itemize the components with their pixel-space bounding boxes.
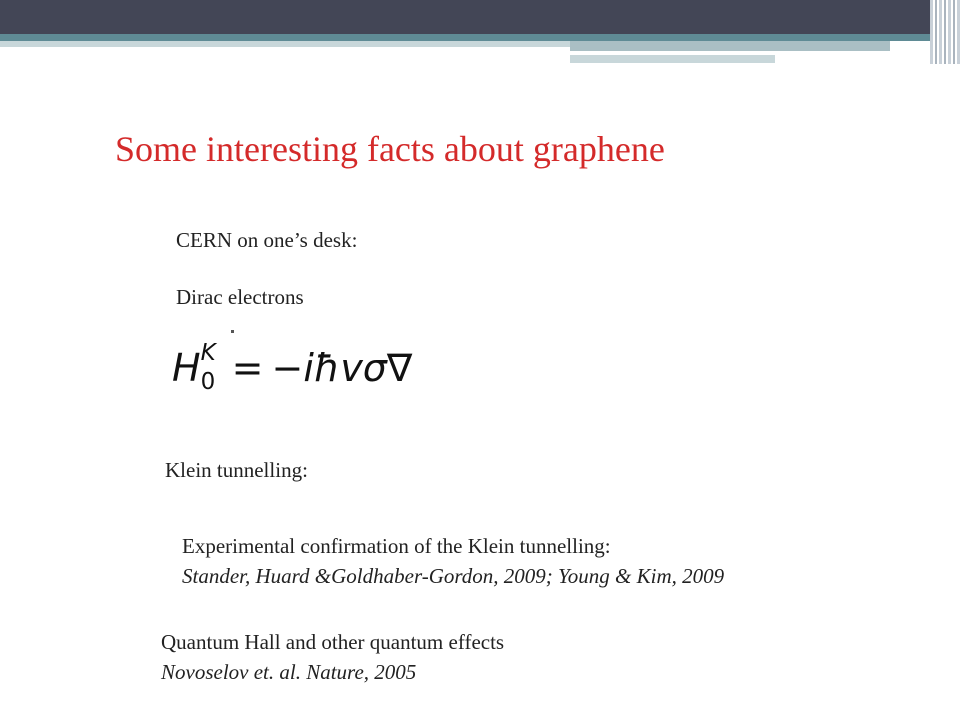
formula-subscript: 0 [200,369,216,395]
slide-title: Some interesting facts about graphene [115,129,665,169]
formula-rhs: −iħvσ∇ [271,346,413,390]
accent-line-step [570,41,890,51]
dirac-hamiltonian-formula [172,342,412,394]
experimental-line: Experimental confirmation of the Klein tunnelling: [182,534,611,558]
dirac-line: Dirac electrons [176,285,304,309]
accent-line-step-lower [570,55,775,63]
accent-line-light [0,41,570,47]
quantum-line: Quantum Hall and other quantum effects [161,630,505,654]
top-banner [0,0,960,34]
corner-stripes [930,0,960,64]
formula-lhs: H [172,346,201,390]
experimental-reference: Stander, Huard &Goldhaber-Gordon, 2009; Young & Kim, 2009 [182,564,725,588]
formula-superscript: K [200,340,216,366]
quantum-reference: Novoselov et. al. Nature, 2005 [161,660,417,684]
cern-line: CERN on one’s desk: [176,228,358,252]
klein-line: Klein tunnelling: [165,458,308,482]
accent-gap [775,51,890,54]
formula-equals: = [231,346,264,390]
accent-line [0,34,960,41]
stray-dot [231,330,234,333]
